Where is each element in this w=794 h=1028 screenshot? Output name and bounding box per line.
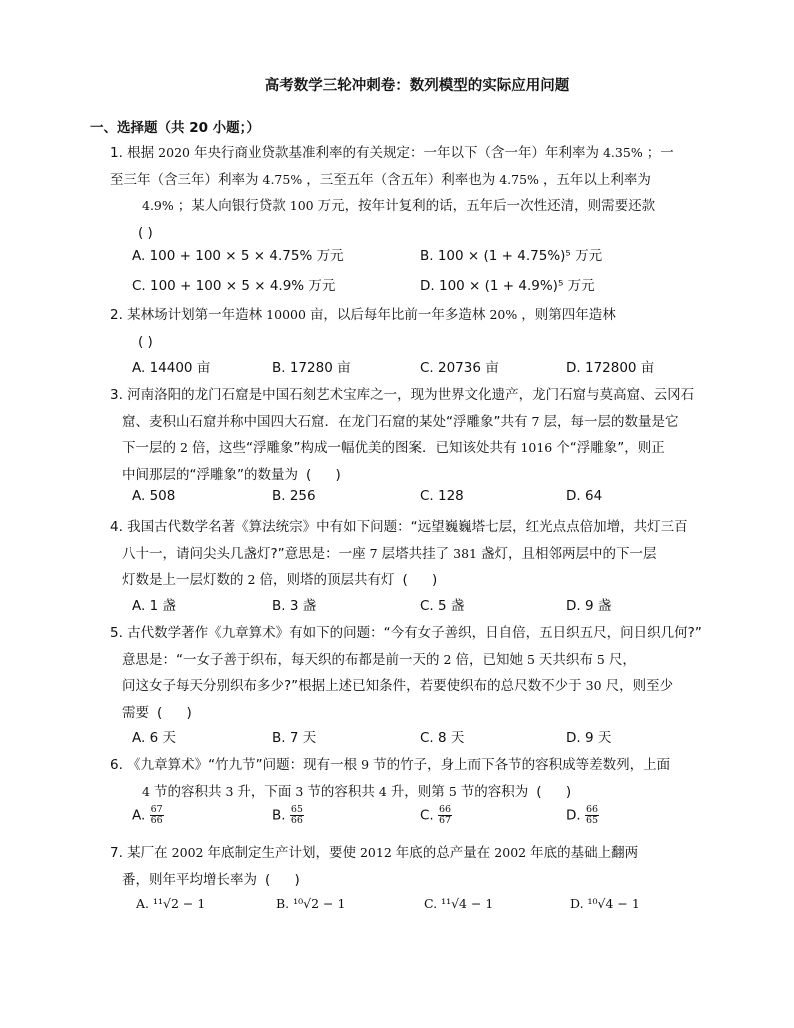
option-d[interactable]: D. 172800 亩 [566, 360, 655, 376]
fraction: $\frac{65}{66}$ [290, 804, 303, 826]
option-a[interactable]: A. ¹¹√2 − 1 [136, 896, 206, 911]
option-b[interactable]: B. 7 天 [272, 730, 317, 746]
page-title: 高考数学三轮冲刺卷：数列模型的实际应用问题 [264, 78, 570, 94]
option-a[interactable]: A. $\frac{67}{66}$ [132, 804, 163, 826]
question-7-options [132, 896, 692, 920]
option-d[interactable]: D. 9 天 [566, 730, 612, 746]
option-a[interactable]: A. 1 盏 [132, 598, 176, 614]
option-c[interactable]: C. 5 盏 [420, 598, 465, 614]
question-1-options-2 [132, 274, 692, 298]
question-3: 3. 河南洛阳的龙门石窟是中国石刻艺术宝库之一，现为世界文化遗产，龙门石窟与莫高窟、云冈石 窟、麦积山石窟并称中国四大石窟．在龙门石窟的某处“浮雕象”共有 7 层，每一层的数量是它 下一层的 2 倍，这些“浮雕象”构成一幅优美的图案．已知该处共有 1016 个“浮雕象”，则正 中间那层的“浮雕象”的数量为 ( ) [110, 387, 695, 483]
question-6-options [132, 805, 692, 833]
option-d[interactable]: D. ¹⁰√4 − 1 [570, 896, 640, 911]
question-2-options [132, 356, 692, 380]
fraction: $\frac{66}{65}$ [585, 804, 599, 826]
option-c[interactable]: C. 8 天 [420, 730, 465, 746]
option-d[interactable]: D. 64 [566, 488, 603, 504]
option-c[interactable]: C. 128 [420, 488, 464, 504]
option-a[interactable]: A. 14400 亩 [132, 360, 211, 376]
option-b[interactable]: B. ¹⁰√2 − 1 [276, 896, 346, 911]
option-c[interactable]: C. 20736 亩 [420, 360, 499, 376]
option-d[interactable]: D. 9 盏 [566, 598, 612, 614]
option-d[interactable]: D. $\frac{66}{65}$ [566, 804, 599, 826]
option-b[interactable]: B. 256 [272, 488, 316, 504]
option-c[interactable]: C. 100 + 100 × 5 × 4.9% 万元 [132, 278, 336, 294]
question-1-options [132, 244, 692, 268]
option-b[interactable]: B. $\frac{65}{66}$ [272, 804, 303, 826]
question-7: 7. 某厂在 2002 年底制定生产计划，要使 2012 年底的总产量在 2002 年底的基础上翻两 番，则年平均增长率为 ( ) [110, 845, 639, 888]
question-4-options [132, 594, 692, 618]
section-heading: 一、选择题（共 20 小题；） [90, 120, 260, 136]
option-d[interactable]: D. 100 × (1 + 4.9%)⁵ 万元 [420, 278, 595, 294]
option-b[interactable]: B. 100 × (1 + 4.75%)⁵ 万元 [420, 248, 603, 264]
option-c[interactable]: C. ¹¹√4 − 1 [424, 896, 494, 911]
question-5: 5. 古代数学著作《九章算术》有如下的问题：“今有女子善织，日自倍，五日织五尺，问日织几何?” 意思是：“一女子善于织布，每天织的布都是前一天的 2 倍，已知她 5 天共织布 5 尺， 问这女子每天分别织布多少?”根据上述已知条件，若要使织布的总尺数不少于 30 尺，则至少 需要 ( ) [110, 625, 702, 721]
option-b[interactable]: B. 3 盏 [272, 598, 317, 614]
fraction: $\frac{67}{66}$ [150, 804, 163, 826]
question-4: 4. 我国古代数学名著《算法统宗》中有如下问题：“远望巍巍塔七层，红光点点倍加增，共灯三百 八十一，请问尖头几盏灯?”意思是：一座 7 层塔共挂了 381 盏灯，且相邻两层中的下一层 灯数是上一层灯数的 2 倍，则塔的顶层共有灯 ( ) [110, 519, 688, 588]
option-a[interactable]: A. 508 [132, 488, 176, 504]
question-6: 6. 《九章算术》“竹九节”问题：现有一根 9 节的竹子，身上而下各节的容积成等差数列，上面 4 节的容积共 3 升，下面 3 节的容积共 4 升，则第 5 节的容积为 ( ) [110, 757, 671, 800]
option-a[interactable]: A. 6 天 [132, 730, 176, 746]
question-5-options [132, 726, 692, 750]
option-a[interactable]: A. 100 + 100 × 5 × 4.75% 万元 [132, 248, 344, 264]
question-2: 2. 某林场计划第一年造林 10000 亩，以后每年比前一年多造林 20% ，则第四年造林 ( ) [110, 307, 616, 350]
question-1: 1. 根据 2020 年央行商业贷款基准利率的有关规定：一年以下（含一年）年利率为 4.35% ；一 至三年（含三年）利率为 4.75% ，三至五年（含五年）利率也为 4.75% ，五年以上利率为 4.9% ；某人向银行贷款 100 万元，按年计复利的话，五年后一次性还清，则需要还款 ( ) [110, 145, 674, 241]
option-c[interactable]: C. $\frac{66}{67}$ [420, 804, 452, 826]
fraction: $\frac{66}{67}$ [439, 804, 452, 826]
question-3-options [132, 488, 692, 512]
option-b[interactable]: B. 17280 亩 [272, 360, 351, 376]
